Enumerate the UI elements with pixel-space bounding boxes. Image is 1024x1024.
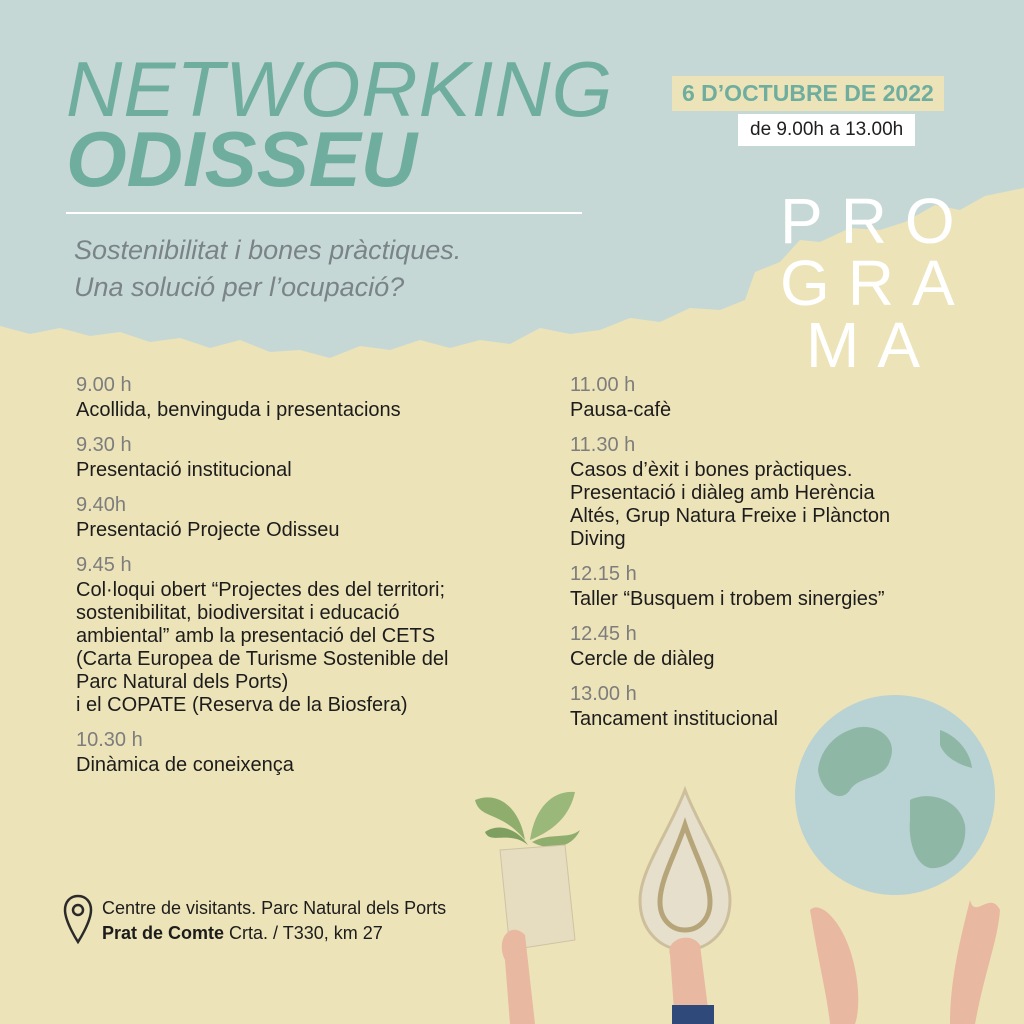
event-hours-badge: de 9.00h a 13.00h bbox=[738, 114, 915, 146]
schedule-description bbox=[76, 579, 556, 717]
schedule-line: ambiental” amb la presentació del CETS bbox=[76, 625, 436, 647]
schedule-time: 10.30 h bbox=[76, 729, 143, 751]
schedule-description bbox=[570, 648, 1024, 671]
schedule-left-column bbox=[76, 372, 556, 787]
schedule-line: Presentació i diàleg amb Herència bbox=[570, 482, 875, 504]
schedule-line: (Carta Europea de Turisme Sostenible del bbox=[76, 648, 449, 670]
programa-line1: PRO bbox=[780, 185, 973, 257]
location-text bbox=[102, 896, 446, 946]
schedule-item bbox=[76, 552, 556, 717]
schedule-line: Presentació institucional bbox=[76, 459, 292, 481]
location-block bbox=[58, 888, 447, 948]
plant-in-bag-illustration bbox=[470, 770, 590, 1024]
location-line2 bbox=[102, 921, 446, 946]
schedule-time: 11.30 h bbox=[570, 434, 636, 456]
schedule-item bbox=[570, 561, 1024, 611]
title-divider bbox=[66, 212, 582, 214]
schedule-description bbox=[76, 459, 556, 482]
title-line1: NETWORKING bbox=[66, 45, 614, 133]
schedule-time: 13.00 h bbox=[570, 683, 637, 705]
schedule-line: Tancament institucional bbox=[570, 708, 778, 730]
schedule-time: 9.30 h bbox=[76, 434, 132, 456]
schedule-item bbox=[570, 681, 1024, 731]
schedule-line: Casos d’èxit i bones pràctiques. bbox=[570, 459, 853, 481]
programa-line2: GRA bbox=[780, 247, 973, 319]
schedule-item bbox=[76, 492, 556, 542]
schedule-line: Diving bbox=[570, 528, 626, 550]
schedule-time: 9.00 h bbox=[76, 374, 132, 396]
schedule-line: Parc Natural dels Ports) bbox=[76, 671, 289, 693]
schedule-line: Acollida, benvinguda i presentacions bbox=[76, 399, 401, 421]
schedule-description bbox=[76, 519, 556, 542]
schedule-line: Presentació Projecte Odisseu bbox=[76, 519, 340, 541]
schedule-item bbox=[570, 432, 1024, 551]
schedule-description bbox=[570, 399, 1024, 422]
schedule-time: 11.00 h bbox=[570, 374, 636, 396]
subtitle-line2: Una solució per l’ocupació? bbox=[74, 272, 405, 302]
schedule-line: i el COPATE (Reserva de la Biosfera) bbox=[76, 694, 408, 716]
schedule-line: Pausa-cafè bbox=[570, 399, 672, 421]
schedule-item bbox=[76, 727, 556, 777]
schedule-line: Taller “Busquem i trobem sinergies” bbox=[570, 588, 885, 610]
schedule-description bbox=[76, 754, 556, 777]
event-date-badge: 6 D’OCTUBRE DE 2022 bbox=[672, 76, 944, 111]
title-line2: ODISSEU bbox=[66, 115, 418, 203]
schedule-line: Cercle de diàleg bbox=[570, 648, 715, 670]
subtitle bbox=[74, 232, 461, 306]
schedule-description bbox=[76, 399, 556, 422]
programa-line3: MA bbox=[806, 309, 938, 381]
schedule-right-column bbox=[570, 372, 1024, 741]
schedule-time: 12.45 h bbox=[570, 623, 637, 645]
water-drop-illustration bbox=[630, 780, 740, 1024]
schedule-item bbox=[76, 432, 556, 482]
schedule-line: Col·loqui obert “Projectes des del territori; bbox=[76, 579, 446, 601]
schedule-item bbox=[76, 372, 556, 422]
location-road: Crta. / T330, km 27 bbox=[224, 923, 383, 943]
schedule-line: Altés, Grup Natura Freixe i Plàncton bbox=[570, 505, 891, 527]
location-place: Prat de Comte bbox=[102, 923, 225, 943]
schedule-item bbox=[570, 372, 1024, 422]
location-pin-icon bbox=[62, 894, 94, 946]
schedule-description bbox=[570, 708, 1024, 731]
schedule-time: 12.15 h bbox=[570, 563, 637, 585]
schedule-line: Dinàmica de coneixença bbox=[76, 754, 294, 776]
schedule-line: sostenibilitat, biodiversitat i educació bbox=[76, 602, 400, 624]
programa-heading bbox=[780, 185, 973, 381]
schedule-description bbox=[570, 588, 1024, 611]
schedule-time: 9.40h bbox=[76, 494, 127, 516]
schedule-description bbox=[570, 459, 1024, 551]
hands-illustration bbox=[800, 880, 1010, 1024]
subtitle-line1: Sostenibilitat i bones pràctiques. bbox=[74, 235, 462, 265]
location-line1: Centre de visitants. Parc Natural dels Ports bbox=[102, 898, 447, 918]
schedule-item bbox=[570, 621, 1024, 671]
schedule-time: 9.45 h bbox=[76, 554, 132, 576]
